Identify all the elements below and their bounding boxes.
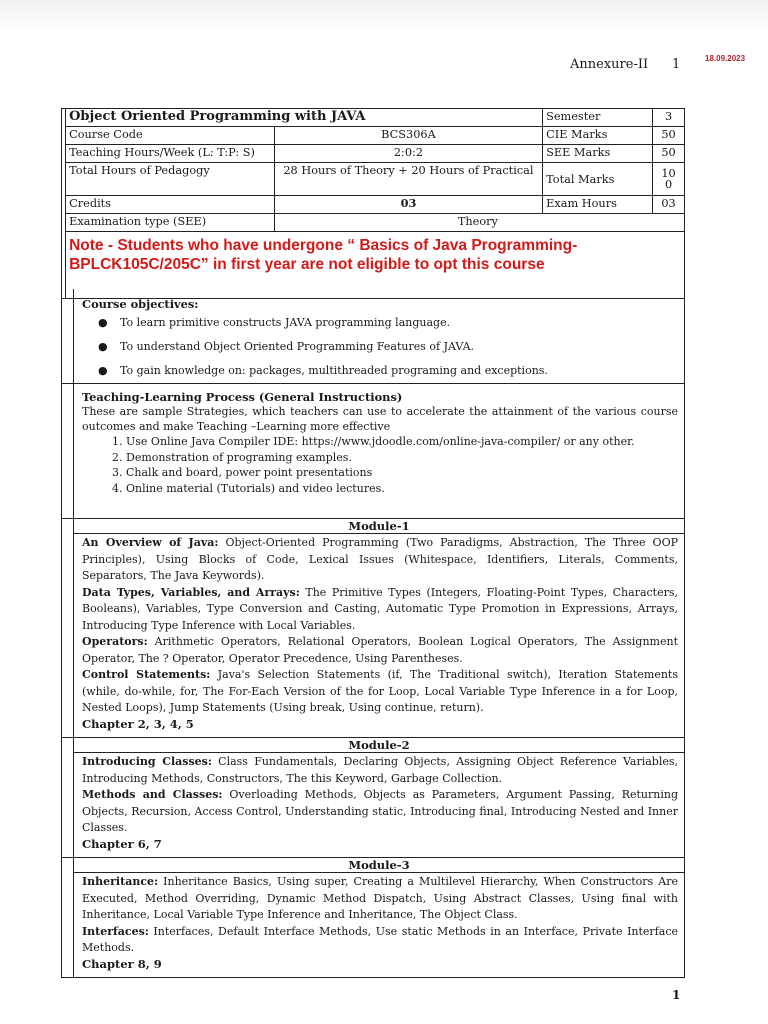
topic-body: Inheritance Basics, Using super, Creating a Multilevel Hierarchy, When Constructors Are Executed, Method Overriding, Dynamic Method Dispatch, Using Abstract Classes, Using final with Inheritance, Local Variable Type Inference and Inheritance, The Object Class. [82,875,678,921]
topic-body: Class Fundamentals, Declaring Objects, Assigning Object Reference Variables, Introducing Methods, Constructors, The this Keyword, Garbage Collection. [82,755,678,785]
course-code-label: Course Code [66,127,275,145]
total-marks-value: 10 0 [653,163,685,196]
pedagogy-hours-label: Total Hours of Pedagogy [66,163,275,196]
list-item: 3. Chalk and board, power point presentations [126,465,678,481]
topic-heading: An Overview of Java: [82,536,219,549]
exam-hours-value: 03 [653,196,685,214]
module-2-paragraph [82,754,678,787]
module-1-paragraph [82,634,678,667]
module-2-title: Module-2 [74,738,684,753]
objective-text: To understand Object Oriented Programming Features of JAVA. [120,340,475,353]
topic-heading: Inheritance: [82,875,159,888]
module-2-paragraph [82,787,678,837]
topic-heading: Interfaces: [82,924,149,938]
topic-heading: Methods and Classes: [82,788,223,801]
module-1-chapters: Chapter 2, 3, 4, 5 [82,716,194,731]
course-title: Object Oriented Programming with JAVA [66,109,543,127]
topic-body: The Primitive Types (Integers, Floating-Point Types, Characters, Booleans), Variables, Type Conversion and Casting, Automatic Type Promotion in Expressions, Arrays, Introducing Type Inference with Local Variables. [82,585,678,632]
list-item: 4. Online material (Tutorials) and video lectures. [126,481,678,497]
topic-heading: Control Statements: [82,668,211,681]
teaching-heading: Teaching-Learning Process (General Instructions) [82,390,403,404]
semester-label: Semester [543,109,653,127]
teaching-list [82,434,678,496]
list-item: 1. Use Online Java Compiler IDE: https://www.jdoodle.com/online-java-compiler/ or any other. [126,434,678,450]
cie-marks-value: 50 [653,127,685,145]
objective-text: To learn primitive constructs JAVA programming language. [120,316,451,329]
module-3-paragraph [82,874,678,924]
exam-type-value: Theory [274,214,684,232]
module-2-chapters: Chapter 6, 7 [82,836,162,851]
list-item: 2. Demonstration of programing examples. [126,450,678,466]
topic-body: Overloading Methods, Objects as Parameters, Argument Passing, Returning Objects, Recursion, Access Control, Understanding static, Introducing final, Introducing Nested and Inner Classes. [82,788,678,834]
credits-label: Credits [66,196,275,214]
annexure-label: Annexure-II [570,57,649,72]
topic-heading: Data Types, Variables, and Arrays: [82,585,300,599]
see-marks-value: 50 [653,145,685,163]
see-marks-label: SEE Marks [543,145,653,163]
bullet-icon: ● [98,364,108,377]
scan-top-band [0,0,768,34]
topic-heading: Introducing Classes: [82,755,212,768]
module-2-section [61,738,685,858]
annexure-number: 1 [672,57,681,72]
footer-page-number: 1 [672,988,681,1002]
topic-body: Java's Selection Statements (if, The Traditional switch), Iteration Statements (while, do-while, for, The For-Each Version of the for Loop, Local Variable Type Inference in a for Loop, Nested Loops), Jump Statements (Using break, Using continue, return). [82,668,679,714]
module-3-paragraph [82,924,678,957]
topic-body: Arithmetic Operators, Relational Operators, Boolean Logical Operators, The Assignment Operator, The ? Operator, Operator Precedence, Using Parentheses. [82,635,678,665]
topic-heading: Operators: [82,635,148,648]
total-marks-label: Total Marks [543,163,653,196]
cie-marks-label: CIE Marks [543,127,653,145]
bullet-icon: ● [98,340,108,353]
course-info-table [61,108,685,299]
credits-value: 03 [274,196,542,214]
semester-value: 3 [653,109,685,127]
teaching-hours-label: Teaching Hours/Week (L: T:P: S) [66,145,275,163]
exam-type-label: Examination type (SEE) [66,214,275,232]
pedagogy-hours-value: 28 Hours of Theory + 20 Hours of Practical [274,163,542,196]
module-1-paragraph [82,585,678,635]
module-1-title: Module-1 [74,519,684,534]
module-3-chapters: Chapter 8, 9 [82,956,162,971]
topic-body: Object-Oriented Programming (Two Paradigms, Abstraction, The Three OOP Principles), Using Blocks of Code, Lexical Issues (Whitespace, Identifiers, Literals, Comments, Separators, The Java Keywords). [82,536,678,582]
teaching-intro: These are sample Strategies, which teachers can use to accelerate the attainment of the various course outcomes and make Teaching –Learning more effective [82,405,678,433]
course-code-value: BCS306A [274,127,542,145]
module-1-paragraph [82,667,678,717]
bullet-icon: ● [98,316,108,329]
objective-item [82,335,678,359]
date-stamp: 18.09.2023 [705,54,746,63]
module-3-section [61,858,685,978]
module-1-section [61,519,685,738]
topic-body: Interfaces, Default Interface Methods, Use static Methods in an Interface, Private Interface Methods. [82,924,678,954]
objective-item [82,311,678,335]
objective-text: To gain knowledge on: packages, multithreaded programing and exceptions. [120,364,548,377]
teaching-learning-section [61,384,685,519]
course-objectives-section [61,289,685,384]
module-1-paragraph [82,535,678,585]
objectives-heading: Course objectives: [82,297,199,311]
teaching-hours-value: 2:0:2 [274,145,542,163]
exam-hours-label: Exam Hours [543,196,653,214]
eligibility-note: Note - Students who have undergone “ Basics of Java Programming-BPLCK105C/205C” in first year are not eligible to opt this course [66,232,685,299]
objective-item [82,359,678,383]
module-3-title: Module-3 [74,858,684,873]
